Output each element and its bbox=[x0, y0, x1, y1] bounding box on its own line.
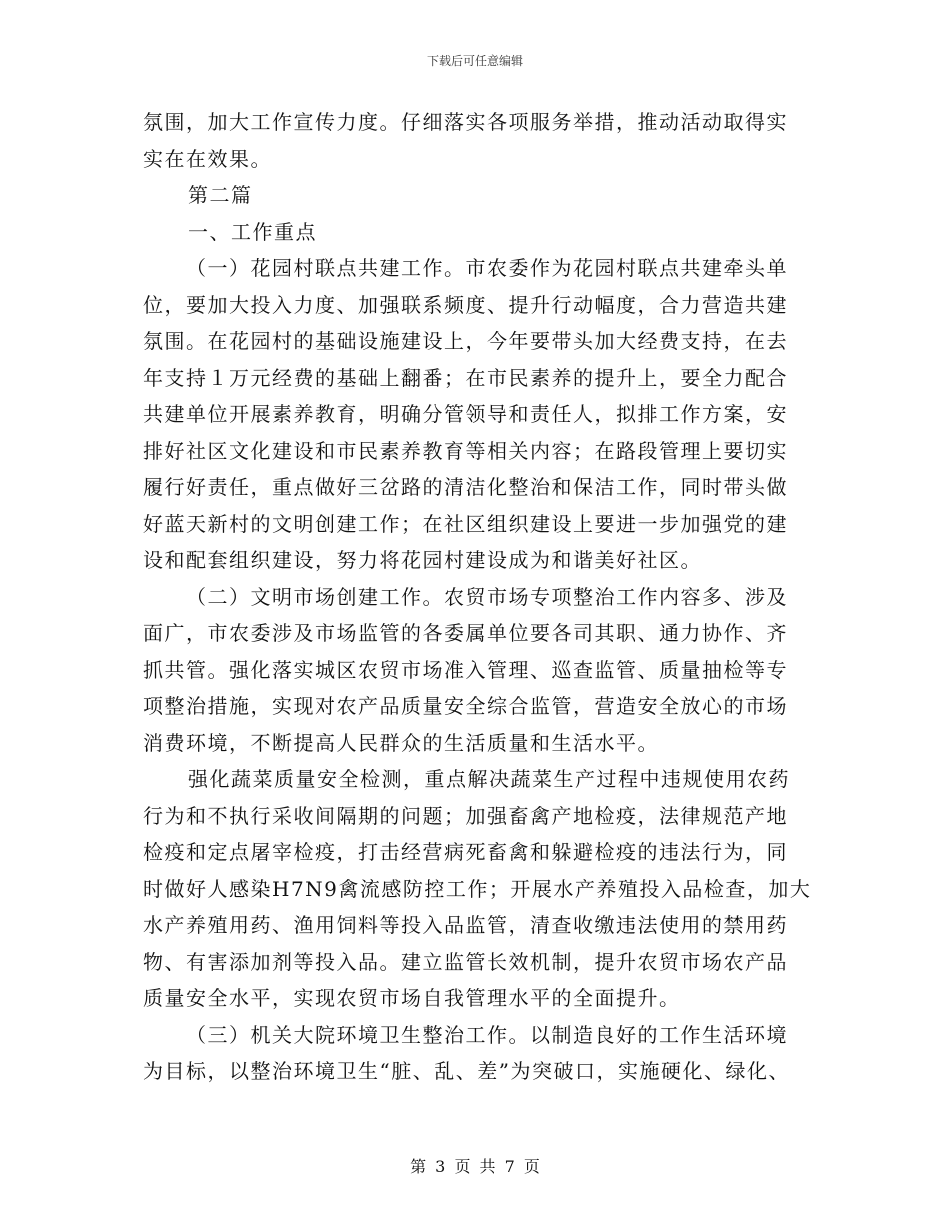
paragraph-start: 强化蔬菜质量安全检测，重点解决蔬菜生产过程中违规使用农药 bbox=[188, 767, 790, 791]
text-line: 好蓝天新村的文明创建工作；在社区组织建设上要进一步加强党的建 bbox=[143, 511, 788, 536]
text-line: 氛围，加大工作宣传力度。仔细落实各项服务举措，推动活动取得实 bbox=[143, 110, 788, 134]
text-line: 时做好人感染H7N9禽流感防控工作；开展水产养殖投入品检查，加大 bbox=[143, 876, 812, 901]
text-line: 水产养殖用药、渔用饲料等投入品监管，清查收缴违法使用的禁用药 bbox=[143, 913, 788, 937]
text-line: 检疫和定点屠宰检疫，打击经营病死畜禽和躲避检疫的违法行为，同 bbox=[143, 840, 788, 864]
section-heading: 一、工作重点 bbox=[188, 219, 317, 244]
section-title: 第二篇 bbox=[188, 183, 253, 207]
text-line: 实在在效果。 bbox=[143, 146, 272, 171]
page-header: 下载后可任意编辑 bbox=[426, 54, 523, 68]
text-line: 消费环境，不断提高人民群众的生活质量和生活水平。 bbox=[143, 730, 659, 755]
text-line: 氛围。在花园村的基础设施建设上，今年要带头加大经费支持，在去 bbox=[143, 329, 788, 353]
text-line: 共建单位开展素养教育，明确分管领导和责任人，拟排工作方案，安 bbox=[143, 402, 788, 426]
text-line: 面广，市农委涉及市场监管的各委属单位要各司其职、通力协作、齐 bbox=[143, 621, 788, 645]
text-line: 排好社区文化建设和市民素养教育等相关内容；在路段管理上要切实 bbox=[143, 438, 788, 463]
text-line: 项整治措施，实现对农产品质量安全综合监管，营造安全放心的市场 bbox=[143, 694, 788, 718]
text-line: 为目标，以整治环境卫生“脏、乱、差”为突破口，实施硬化、绿化、 bbox=[143, 1059, 790, 1083]
text-line: 行为和不执行采收间隔期的问题；加强畜禽产地检疫，法律规范产地 bbox=[143, 803, 788, 828]
paragraph-start: （一）花园村联点共建工作。市农委作为花园村联点共建牵头单 bbox=[186, 256, 788, 280]
text-line: 设和配套组织建设，努力将花园村建设成为和谐美好社区。 bbox=[143, 548, 702, 572]
paragraph-start: （二）文明市场创建工作。农贸市场专项整治工作内容多、涉及 bbox=[186, 584, 788, 609]
text-line: 物、有害添加剂等投入品。建立监管长效机制，提升农贸市场农产品 bbox=[143, 949, 788, 974]
text-line: 位，要加大投入力度、加强联系频度、提升行动幅度，合力营造共建 bbox=[143, 292, 788, 317]
paragraph-start: （三）机关大院环境卫生整治工作。以制造良好的工作生活环境 bbox=[186, 1022, 788, 1047]
text-line: 履行好责任，重点做好三岔路的清洁化整治和保洁工作，同时带头做 bbox=[143, 475, 788, 499]
text-line: 年支持１万元经费的基础上翻番；在市民素养的提升上，要全力配合 bbox=[143, 365, 788, 390]
text-line: 抓共管。强化落实城区农贸市场准入管理、巡查监管、质量抽检等专 bbox=[143, 657, 788, 682]
document-body bbox=[143, 104, 813, 1090]
page-footer: 第 3 页 共 7 页 bbox=[410, 1157, 540, 1176]
text-line: 质量安全水平，实现农贸市场自我管理水平的全面提升。 bbox=[143, 986, 681, 1010]
